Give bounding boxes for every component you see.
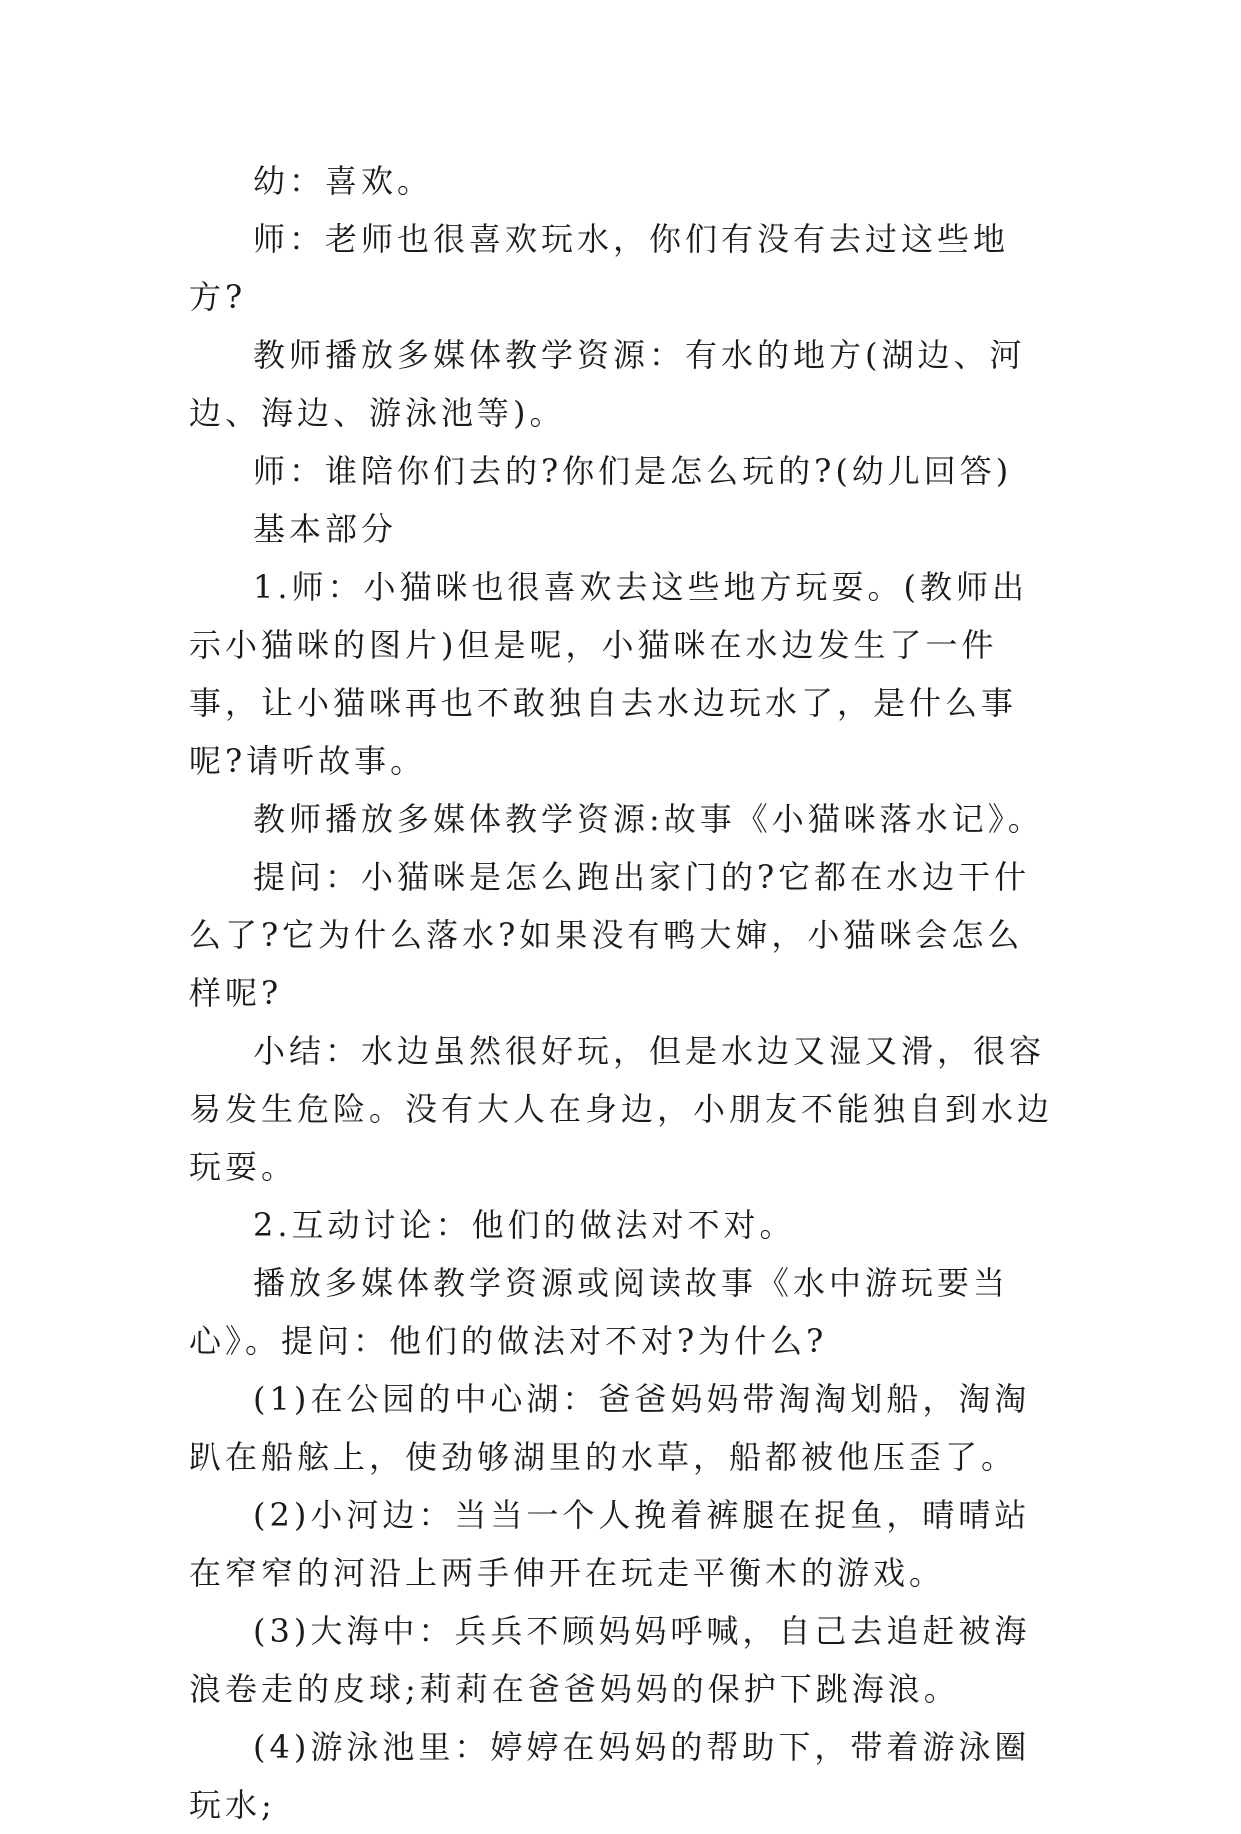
document-page [189,152,1053,1834]
paragraph-teacher-who: 师：谁陪你们去的?你们是怎么玩的?(幼儿回答) [253,452,1013,490]
paragraph-case-3: (3)大海中：兵兵不顾妈妈呼喊，自己去追赶被海浪卷走的皮球;莉莉在爸爸妈妈的保护下跳海浪。 [189,1612,1031,1708]
paragraph-media-story: 教师播放多媒体教学资源:故事《小猫咪落水记》。 [253,800,1044,838]
section-heading-basic-part: 基本部分 [253,510,398,548]
paragraph-case-4: (4)游泳池里：婷婷在妈妈的帮助下，带着游泳圈玩水; [189,1728,1031,1824]
paragraph-case-1: (1)在公园的中心湖：爸爸妈妈带淘淘划船，淘淘趴在船舷上，使劲够湖里的水草，船都被他压歪了。 [189,1380,1031,1476]
paragraph-media-reading: 播放多媒体教学资源或阅读故事《水中游玩要当心》。提问：他们的做法对不对?为什么? [189,1264,1010,1360]
paragraph-child-answer: 幼：喜欢。 [253,162,434,200]
paragraph-summary: 小结：水边虽然很好玩，但是水边又湿又滑，很容易发生危险。没有大人在身边，小朋友不能独自到水边玩耍。 [189,1032,1054,1186]
paragraph-teacher-question: 师：老师也很喜欢玩水，你们有没有去过这些地方? [189,220,1010,316]
paragraph-step-1: 1.师：小猫咪也很喜欢去这些地方玩耍。(教师出示小猫咪的图片)但是呢，小猫咪在水边发生了一件事，让小猫咪再也不敢独自去水边玩水了，是什么事呢?请听故事。 [189,568,1029,780]
paragraph-media-places: 教师播放多媒体教学资源：有水的地方(湖边、河边、海边、游泳池等)。 [189,336,1026,432]
paragraph-step-2: 2.互动讨论：他们的做法对不对。 [253,1206,796,1244]
paragraph-questions: 提问：小猫咪是怎么跑出家门的?它都在水边干什么了?它为什么落水?如果没有鸭大婶，小猫咪会怎么样呢? [189,858,1031,1012]
paragraph-case-2: (2)小河边：当当一个人挽着裤腿在捉鱼，晴晴站在窄窄的河沿上两手伸开在玩走平衡木的游戏。 [189,1496,1031,1592]
